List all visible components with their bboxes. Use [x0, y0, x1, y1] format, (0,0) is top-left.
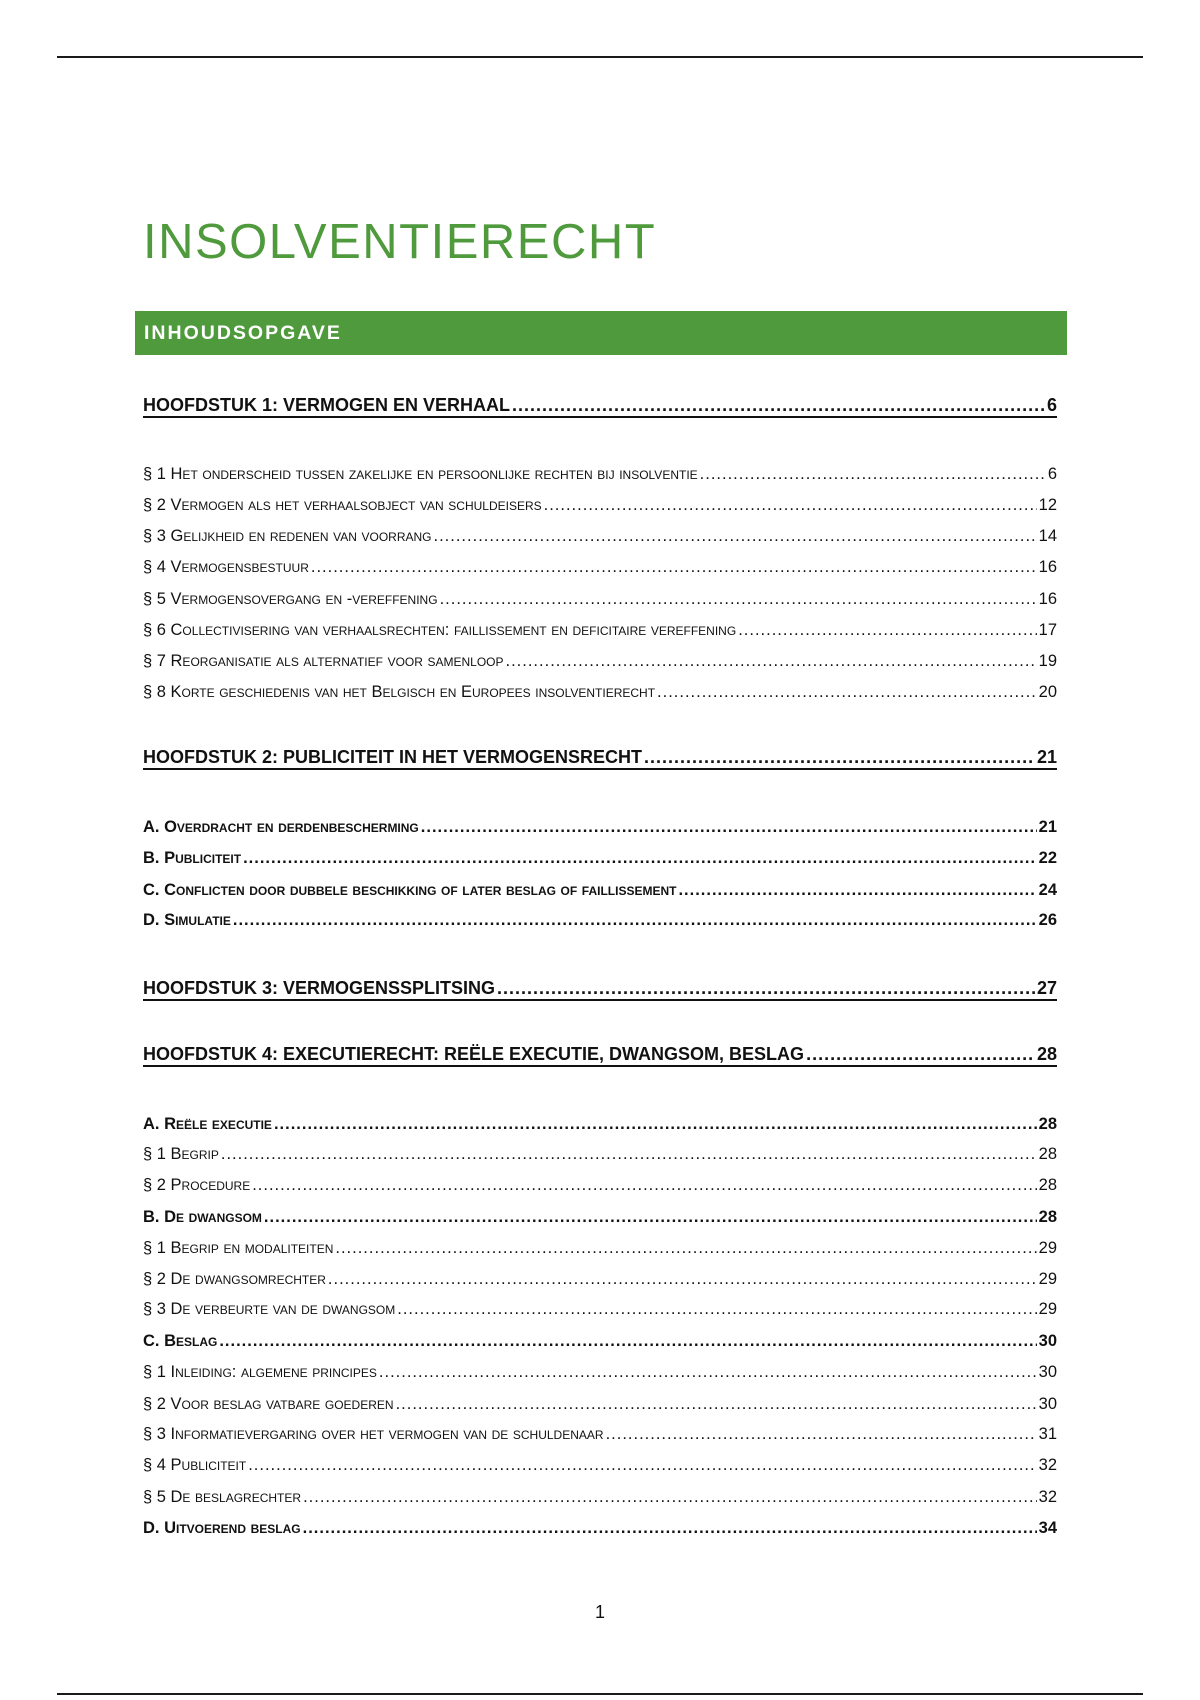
toc-section[interactable]: [143, 847, 1057, 869]
toc-page: 31: [1038, 1425, 1057, 1443]
toc-page: 28: [1038, 1115, 1057, 1133]
toc-label: HOOFDSTUK 1: VERMOGEN EN VERHAAL: [143, 395, 511, 415]
toc-page: 6: [1047, 465, 1057, 483]
document-title: INSOLVENTIERECHT: [143, 215, 657, 269]
toc-page: 17: [1038, 621, 1057, 639]
toc-page: 28: [1038, 1145, 1057, 1163]
toc-heading-banner: [135, 311, 1067, 355]
dot-leader: [544, 494, 1037, 516]
toc-label: § 3 Informatievergaring over het vermogen van de schuldenaar: [143, 1425, 604, 1443]
dot-leader: [806, 1043, 1035, 1065]
toc-label: § 7 Reorganisatie als alternatief voor samenloop: [143, 652, 504, 670]
toc-entry[interactable]: [143, 1298, 1057, 1320]
dot-leader: [248, 1454, 1036, 1476]
toc-chapter[interactable]: [143, 394, 1057, 418]
toc-section[interactable]: [143, 1517, 1057, 1539]
toc-section[interactable]: [143, 1330, 1057, 1352]
toc-label: B. De dwangsom: [143, 1208, 262, 1226]
toc-page: 21: [1038, 818, 1057, 836]
toc-page: 29: [1038, 1300, 1057, 1318]
dot-leader: [303, 1486, 1037, 1508]
toc-label: HOOFDSTUK 4: EXECUTIERECHT: REËLE EXECUTIE, DWANGSOM, BESLAG: [143, 1044, 805, 1064]
dot-leader: [274, 1113, 1037, 1135]
toc-entry[interactable]: [143, 619, 1057, 641]
toc-page: 34: [1038, 1519, 1057, 1537]
toc-entry[interactable]: [143, 494, 1057, 516]
toc-label: § 8 Korte geschiedenis van het Belgisch en Europees insolventierecht: [143, 683, 656, 701]
toc-label: § 1 Het onderscheid tussen zakelijke en persoonlijke rechten bij insolventie: [143, 465, 698, 483]
toc-page: 14: [1038, 527, 1057, 545]
toc-label: HOOFDSTUK 3: VERMOGENSSPLITSING: [143, 978, 496, 998]
toc-label: A. Reële executie: [143, 1115, 272, 1133]
toc-page: 16: [1038, 590, 1057, 608]
toc-entry[interactable]: [143, 556, 1057, 578]
dot-leader: [644, 746, 1035, 768]
toc-page: 29: [1038, 1270, 1057, 1288]
toc-page: 28: [1036, 1044, 1057, 1064]
dot-leader: [303, 1517, 1037, 1539]
toc-label: § 1 Inleiding: algemene principes: [143, 1363, 377, 1381]
toc-page: 30: [1038, 1395, 1057, 1413]
dot-leader: [335, 1237, 1036, 1259]
dot-leader: [440, 588, 1037, 610]
toc-label: § 1 Begrip: [143, 1145, 219, 1163]
dot-leader: [497, 977, 1035, 999]
dot-leader: [219, 1330, 1036, 1352]
toc-page: 28: [1038, 1176, 1057, 1194]
toc-page: 6: [1046, 395, 1057, 415]
toc-label: § 3 Gelijkheid en redenen van voorrang: [143, 527, 432, 545]
toc-entry[interactable]: [143, 1486, 1057, 1508]
dot-leader: [233, 909, 1037, 931]
toc-label: § 2 De dwangsomrechter: [143, 1270, 326, 1288]
toc-page: 30: [1038, 1332, 1057, 1350]
toc-entry[interactable]: [143, 463, 1057, 485]
toc-label: § 2 Procedure: [143, 1176, 251, 1194]
dot-leader: [434, 525, 1037, 547]
dot-leader: [396, 1393, 1037, 1415]
dot-leader: [311, 556, 1037, 578]
toc-page: 27: [1036, 978, 1057, 998]
toc-page: 22: [1038, 849, 1057, 867]
toc-entry[interactable]: [143, 525, 1057, 547]
toc-entry[interactable]: [143, 1174, 1057, 1196]
toc-label: B. Publiciteit: [143, 849, 242, 867]
toc-entry[interactable]: [143, 1423, 1057, 1445]
toc-entry[interactable]: [143, 650, 1057, 672]
toc-label: D. Uitvoerend beslag: [143, 1519, 301, 1537]
dot-leader: [512, 394, 1045, 416]
toc-label: D. Simulatie: [143, 911, 231, 929]
toc-section[interactable]: [143, 909, 1057, 931]
dot-leader: [606, 1423, 1037, 1445]
toc-label: § 3 De verbeurte van de dwangsom: [143, 1300, 396, 1318]
toc-label: § 1 Begrip en modaliteiten: [143, 1239, 334, 1257]
dot-leader: [506, 650, 1037, 672]
dot-leader: [700, 463, 1046, 485]
toc-page: 16: [1038, 558, 1057, 576]
toc-label: HOOFDSTUK 2: PUBLICITEIT IN HET VERMOGENSRECHT: [143, 747, 643, 767]
toc-entry[interactable]: [143, 1143, 1057, 1165]
header-rule: [57, 56, 1143, 58]
toc-chapter[interactable]: [143, 746, 1057, 770]
toc-label: § 5 Vermogensovergang en -vereffening: [143, 590, 438, 608]
toc-label: A. Overdracht en derdenbescherming: [143, 818, 419, 836]
page-number: 1: [594, 1602, 605, 1622]
toc-page: 21: [1036, 747, 1057, 767]
toc-page: 28: [1038, 1208, 1057, 1226]
toc-entry[interactable]: [143, 1268, 1057, 1290]
dot-leader: [678, 879, 1036, 901]
toc-entry[interactable]: [143, 681, 1057, 703]
dot-leader: [328, 1268, 1037, 1290]
toc-label: C. Conflicten door dubbele beschikking of later beslag of faillissement: [143, 881, 677, 899]
toc-page: 32: [1038, 1488, 1057, 1506]
toc-page: 26: [1038, 911, 1057, 929]
toc-label: § 5 De beslagrechter: [143, 1488, 302, 1506]
toc-section[interactable]: [143, 1206, 1057, 1228]
toc-label: § 2 Vermogen als het verhaalsobject van schuldeisers: [143, 496, 542, 514]
toc-label: § 2 Voor beslag vatbare goederen: [143, 1395, 394, 1413]
toc-chapter[interactable]: [143, 1043, 1057, 1067]
toc-page: 32: [1038, 1456, 1057, 1474]
toc-label: § 4 Publiciteit: [143, 1456, 247, 1474]
toc-section[interactable]: [143, 1113, 1057, 1135]
toc-label: § 6 Collectivisering van verhaalsrechten: faillissement en deficitaire vereffening: [143, 621, 737, 639]
toc-page: 29: [1038, 1239, 1057, 1257]
toc-page: 24: [1038, 881, 1057, 899]
dot-leader: [397, 1298, 1036, 1320]
dot-leader: [221, 1143, 1037, 1165]
toc-page: 19: [1038, 652, 1057, 670]
footer-rule: [57, 1693, 1143, 1695]
toc-entry[interactable]: [143, 1393, 1057, 1415]
toc-entry[interactable]: [143, 1361, 1057, 1383]
toc-label: C. Beslag: [143, 1332, 218, 1350]
dot-leader: [421, 816, 1037, 838]
dot-leader: [657, 681, 1037, 703]
dot-leader: [738, 619, 1036, 641]
dot-leader: [264, 1206, 1037, 1228]
toc-chapter[interactable]: [143, 977, 1057, 1001]
dot-leader: [379, 1361, 1037, 1383]
toc-entry[interactable]: [143, 588, 1057, 610]
dot-leader: [243, 847, 1037, 869]
dot-leader: [252, 1174, 1036, 1196]
toc-heading: INHOUDSOPGAVE: [144, 321, 342, 344]
toc-page: 12: [1038, 496, 1057, 514]
toc-page: 30: [1038, 1363, 1057, 1381]
toc-label: § 4 Vermogensbestuur: [143, 558, 309, 576]
toc-entry[interactable]: [143, 1454, 1057, 1476]
toc-section[interactable]: [143, 816, 1057, 838]
toc-section[interactable]: [143, 879, 1057, 901]
toc-entry[interactable]: [143, 1237, 1057, 1259]
toc-page: 20: [1038, 683, 1057, 701]
